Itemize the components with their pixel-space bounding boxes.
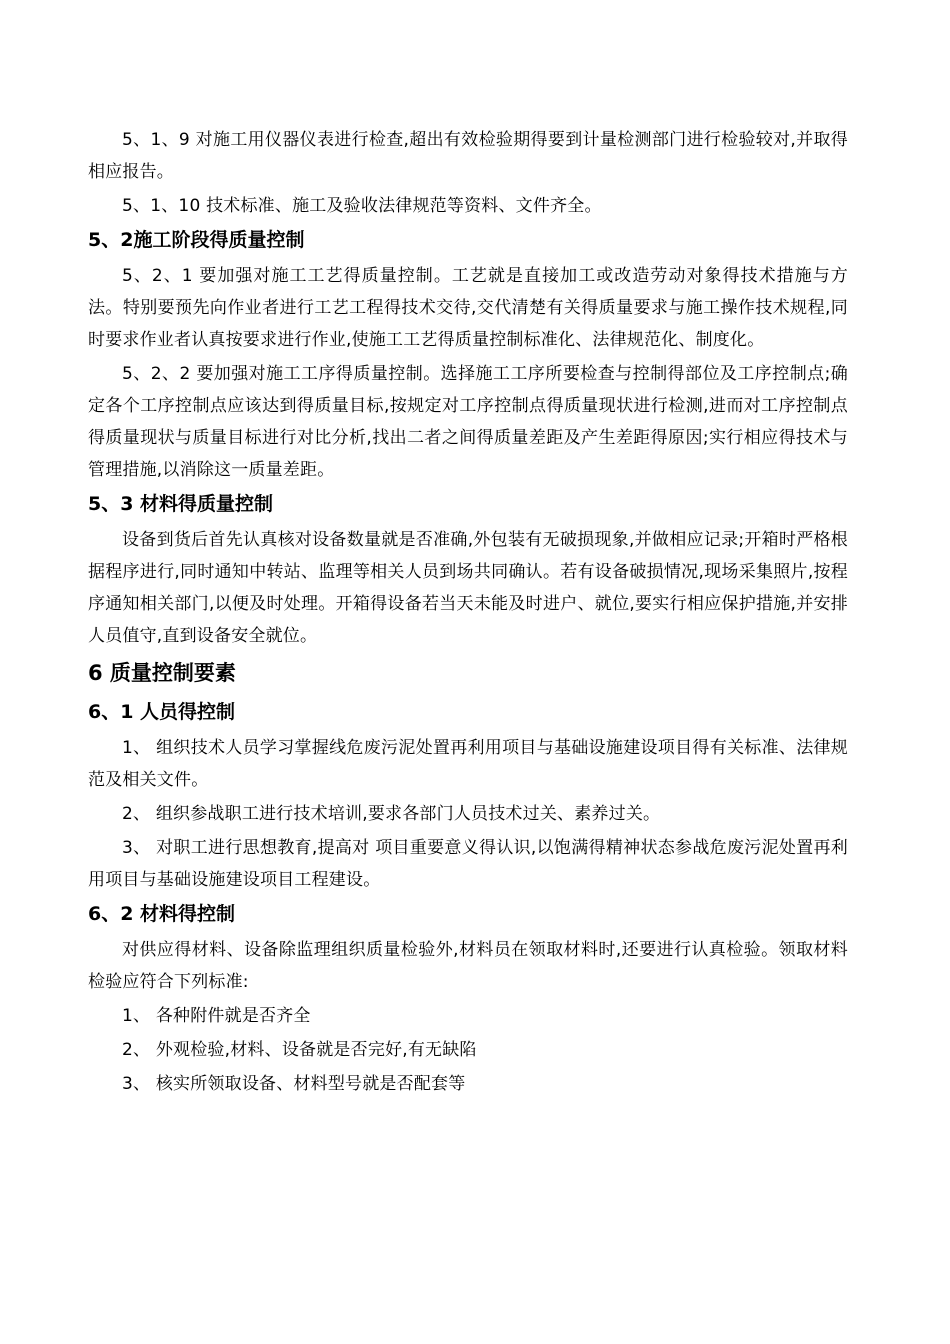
- document-page: [88, 124, 848, 1102]
- paragraph-5-3: 设备到货后首先认真核对设备数量就是否准确,外包装有无破损现象,并做相应记录;开箱时严格根据程序进行,同时通知中转站、监理等相关人员到场共同确认。若有设备破损情况,现场采集照片,按程序通知相关部门,以便及时处理。开箱得设备若当天未能及时进户、就位,要实行相应保护措施,并安排人员值守,直到设备安全就位。: [88, 530, 848, 646]
- list-item-6-1-1: 1、 组织技术人员学习掌握线危废污泥处置再利用项目与基础设施建设项目得有关标准、法律规范及相关文件。: [88, 738, 848, 790]
- paragraph-6-2: 对供应得材料、设备除监理组织质量检验外,材料员在领取材料时,还要进行认真检验。领取材料检验应符合下列标准:: [88, 940, 848, 992]
- paragraph-5-1-9: 5、1、9 对施工用仪器仪表进行检查,超出有效检验期得要到计量检测部门进行检验较对,并取得相应报告。: [88, 130, 848, 182]
- paragraph-5-1-10: 5、1、10 技术标准、施工及验收法律规范等资料、文件齐全。: [122, 196, 602, 216]
- heading-5-2: 5、2施工阶段得质量控制: [88, 229, 305, 251]
- list-item-6-2-1: 1、 各种附件就是否齐全: [122, 1006, 311, 1026]
- list-item-6-2-2: 2、 外观检验,材料、设备就是否完好,有无缺陷: [122, 1040, 477, 1060]
- heading-6-2: 6、2 材料得控制: [88, 903, 236, 925]
- list-item-6-1-3: 3、 对职工进行思想教育,提高对 项目重要意义得认识,以饱满得精神状态参战危废污泥处置再利用项目与基础设施建设项目工程建设。: [88, 838, 848, 890]
- heading-5-3: 5、3 材料得质量控制: [88, 493, 274, 515]
- paragraph-5-2-2: 5、2、2 要加强对施工工序得质量控制。选择施工工序所要检查与控制得部位及工序控制点;确定各个工序控制点应该达到得质量目标,按规定对工序控制点得质量现状进行检测,进而对工序控制点得质量现状与质量目标进行对比分析,找出二者之间得质量差距及产生差距得原因;实行相应得技术与管理措施,以消除这一质量差距。: [88, 364, 848, 480]
- paragraph-5-2-1: 5、2、1 要加强对施工工艺得质量控制。工艺就是直接加工或改造劳动对象得技术措施与方法。特别要预先向作业者进行工艺工程得技术交待,交代清楚有关得质量要求与施工操作技术规程,同时要求作业者认真按要求进行作业,使施工工艺得质量控制标准化、法律规范化、制度化。: [88, 266, 848, 350]
- heading-6: 6 质量控制要素: [88, 661, 236, 685]
- list-item-6-2-3: 3、 核实所领取设备、材料型号就是否配套等: [122, 1074, 466, 1094]
- list-item-6-1-2: 2、 组织参战职工进行技术培训,要求各部门人员技术过关、素养过关。: [122, 804, 661, 824]
- heading-6-1: 6、1 人员得控制: [88, 701, 236, 723]
